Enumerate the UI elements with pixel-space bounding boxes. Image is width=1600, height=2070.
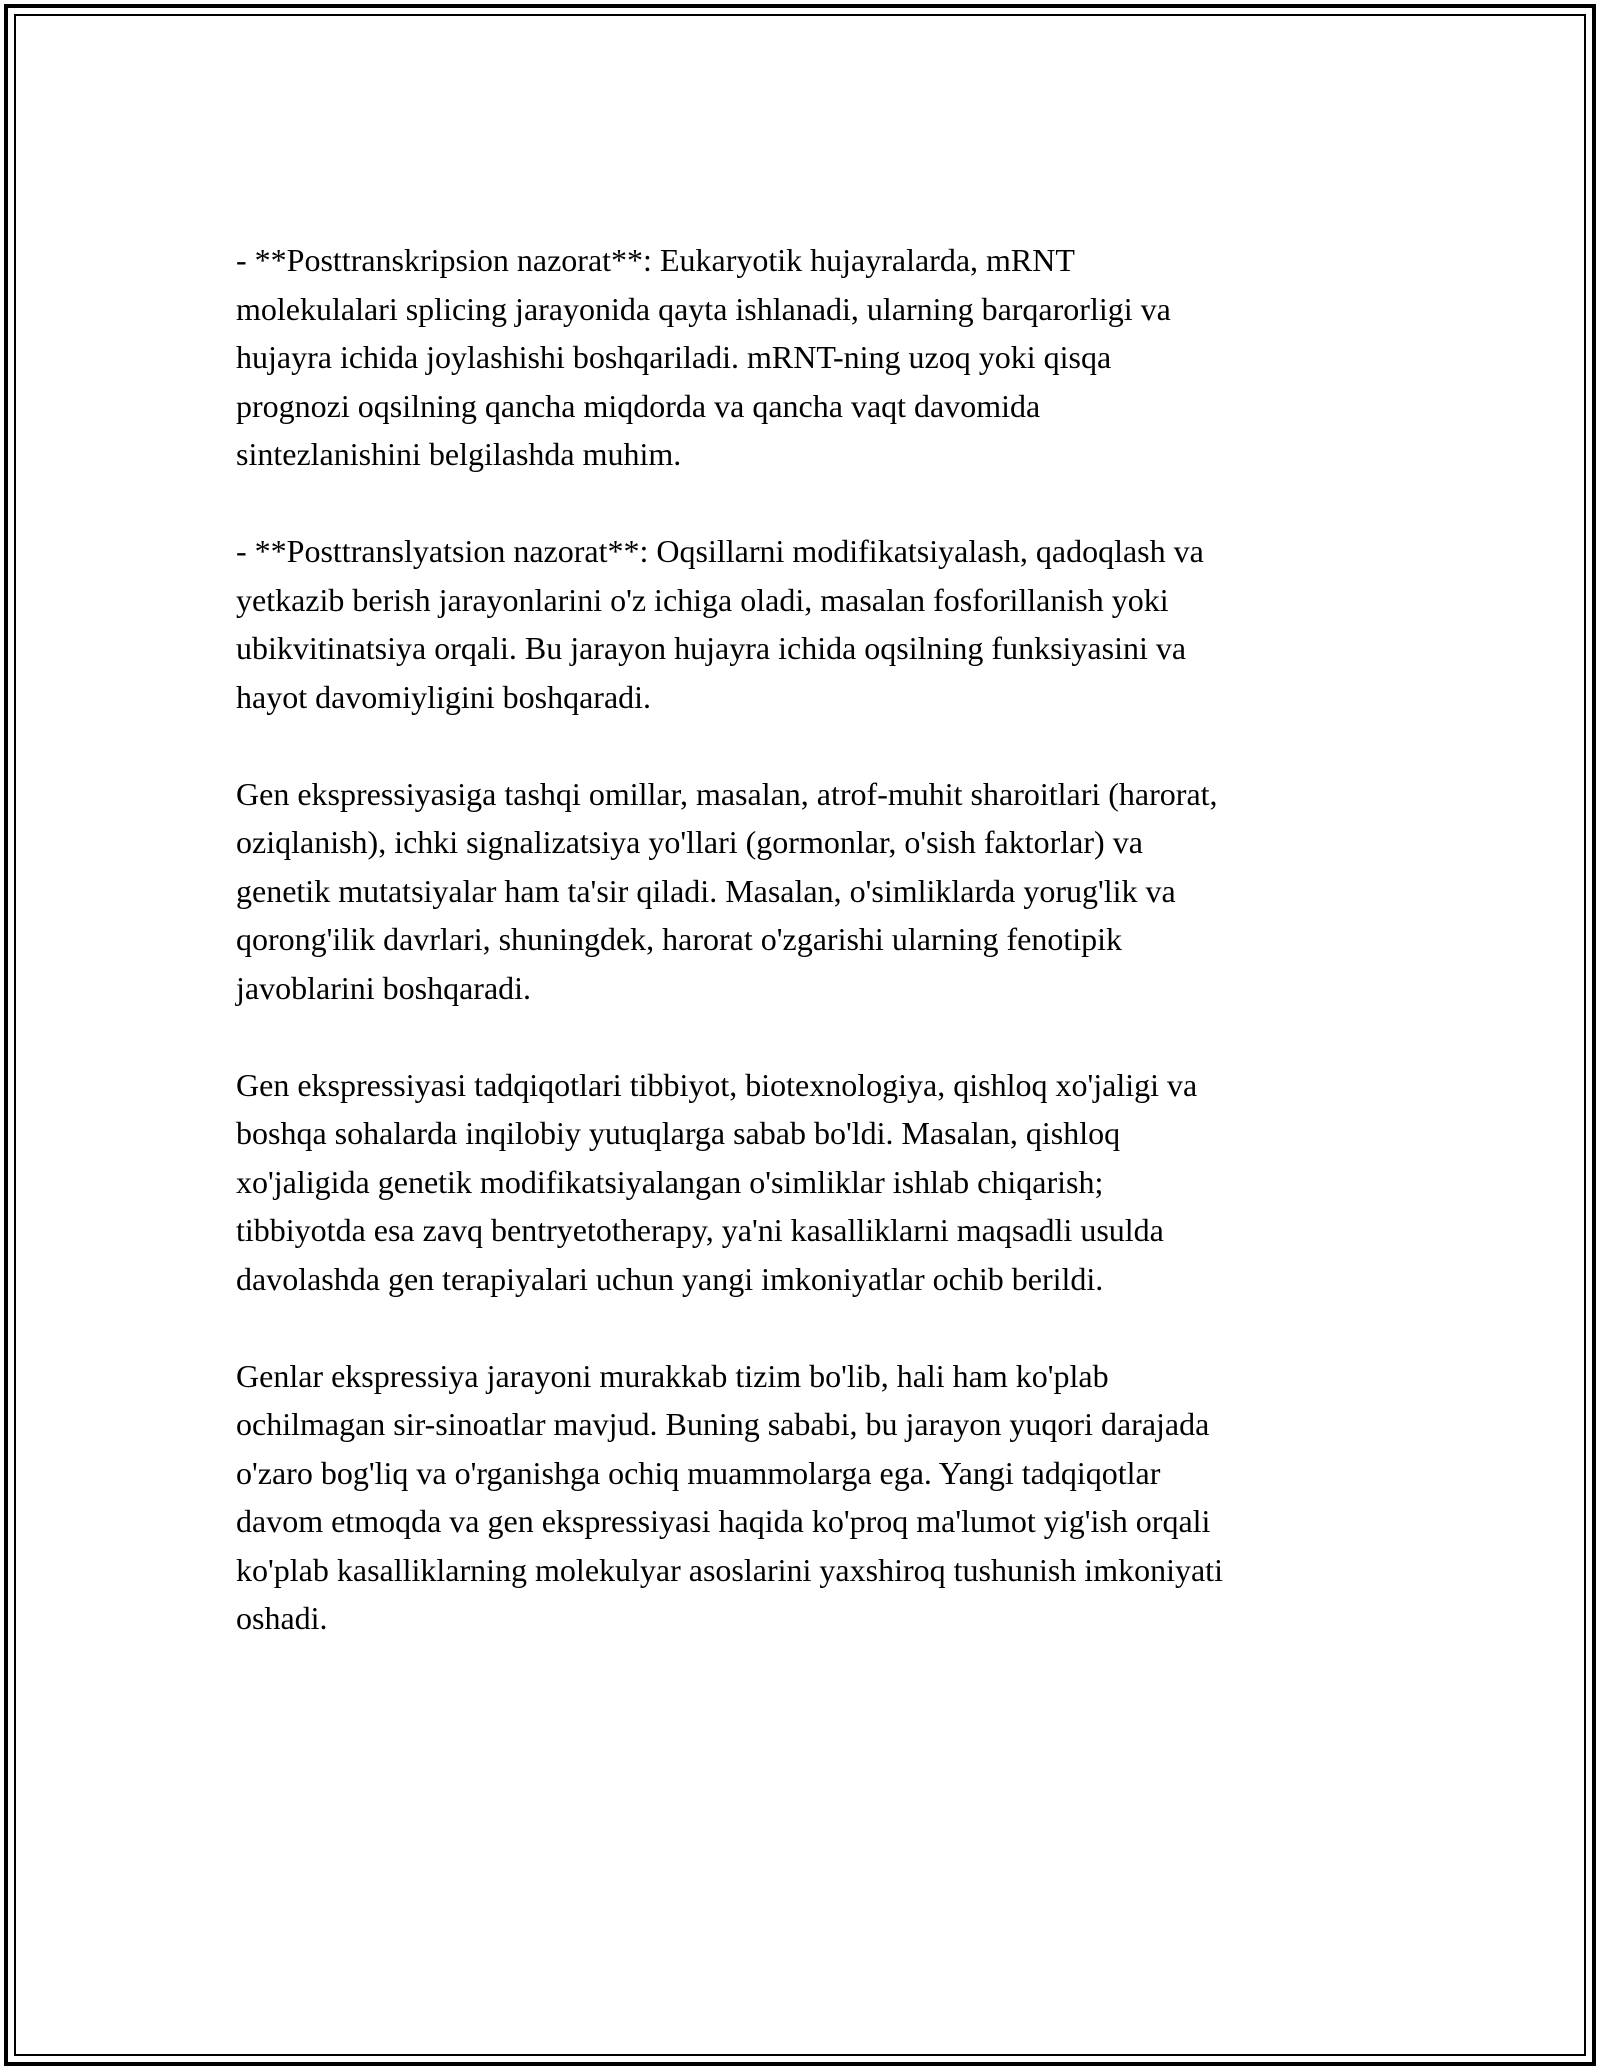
text-line: Gen ekspressiyasiga tashqi omillar, masalan, atrof-muhit sharoitlari (harorat, (236, 775, 1218, 812)
paragraph-tashqi-omillar (236, 770, 1386, 1013)
paragraph-tadqiqotlar (236, 1061, 1386, 1304)
text-line: molekulalari splicing jarayonida qayta ishlanadi, ularning barqarorligi va (236, 290, 1171, 327)
text-line: davom etmoqda va gen ekspressiyasi haqida ko'proq ma'lumot yig'ish orqali (236, 1503, 1211, 1539)
text-line: hayot davomiyligini boshqaradi. (236, 678, 652, 715)
text-line: Genlar ekspressiya jarayoni murakkab tizim bo'lib, hali ham ko'plab (236, 1357, 1109, 1394)
text-line: ochilmagan sir-sinoatlar mavjud. Buning sababi, bu jarayon yuqori darajada (236, 1406, 1210, 1442)
text-line: boshqa sohalarda inqilobiy yutuqlarga sabab bo'ldi. Masalan, qishloq (236, 1115, 1121, 1151)
paragraph-posttranslyatsion (236, 527, 1386, 721)
text-line: ko'plab kasalliklarning molekulyar asoslarini yaxshiroq tushunish imkoniyati (236, 1551, 1223, 1588)
document-body (236, 236, 1386, 1691)
text-line: prognozi oqsilning qancha miqdorda va qancha vaqt davomida (236, 387, 1041, 424)
text-line: genetik mutatsiyalar ham ta'sir qiladi. Masalan, o'simliklarda yorug'lik va (236, 872, 1176, 909)
text-line: xo'jaligida genetik modifikatsiyalangan o'simliklar ishlab chiqarish; (236, 1163, 1104, 1200)
text-line: javoblarini boshqaradi. (236, 969, 532, 1006)
text-line: o'zaro bog'liq va o'rganishga ochiq muammolarga ega. Yangi tadqiqotlar (236, 1454, 1161, 1491)
text-line: davolashda gen terapiyalari uchun yangi imkoniyatlar ochib berildi. (236, 1260, 1104, 1297)
text-line: tibbiyotda esa zavq bentryetotherapy, ya'ni kasalliklarni maqsadli usulda (236, 1212, 1164, 1248)
text-line: hujayra ichida joylashishi boshqariladi. mRNT-ning uzoq yoki qisqa (236, 339, 1112, 375)
text-line: oziqlanish), ichki signalizatsiya yo'llari (gormonlar, o'sish faktorlar) va (236, 824, 1143, 860)
paragraph-murakkab-tizim (236, 1352, 1386, 1643)
text-line: yetkazib berish jarayonlarini o'z ichiga oladi, masalan fosforillanish yoki (236, 581, 1169, 618)
paragraph-posttranskripsion (236, 236, 1386, 479)
text-line: Gen ekspressiyasi tadqiqotlari tibbiyot, biotexnologiya, qishloq xo'jaligi va (236, 1066, 1198, 1103)
text-line: sintezlanishini belgilashda muhim. (236, 436, 682, 472)
text-line: - **Posttranslyatsion nazorat**: Oqsillarni modifikatsiyalash, qadoqlash va (236, 533, 1204, 569)
text-line: qorong'ilik davrlari, shuningdek, harorat o'zgarishi ularning fenotipik (236, 921, 1122, 957)
text-line: - **Posttranskripsion nazorat**: Eukaryotik hujayralarda, mRNT (236, 242, 1075, 278)
text-line: ubikvitinatsiya orqali. Bu jarayon hujayra ichida oqsilning funksiyasini va (236, 630, 1187, 666)
text-line: oshadi. (236, 1600, 328, 1636)
